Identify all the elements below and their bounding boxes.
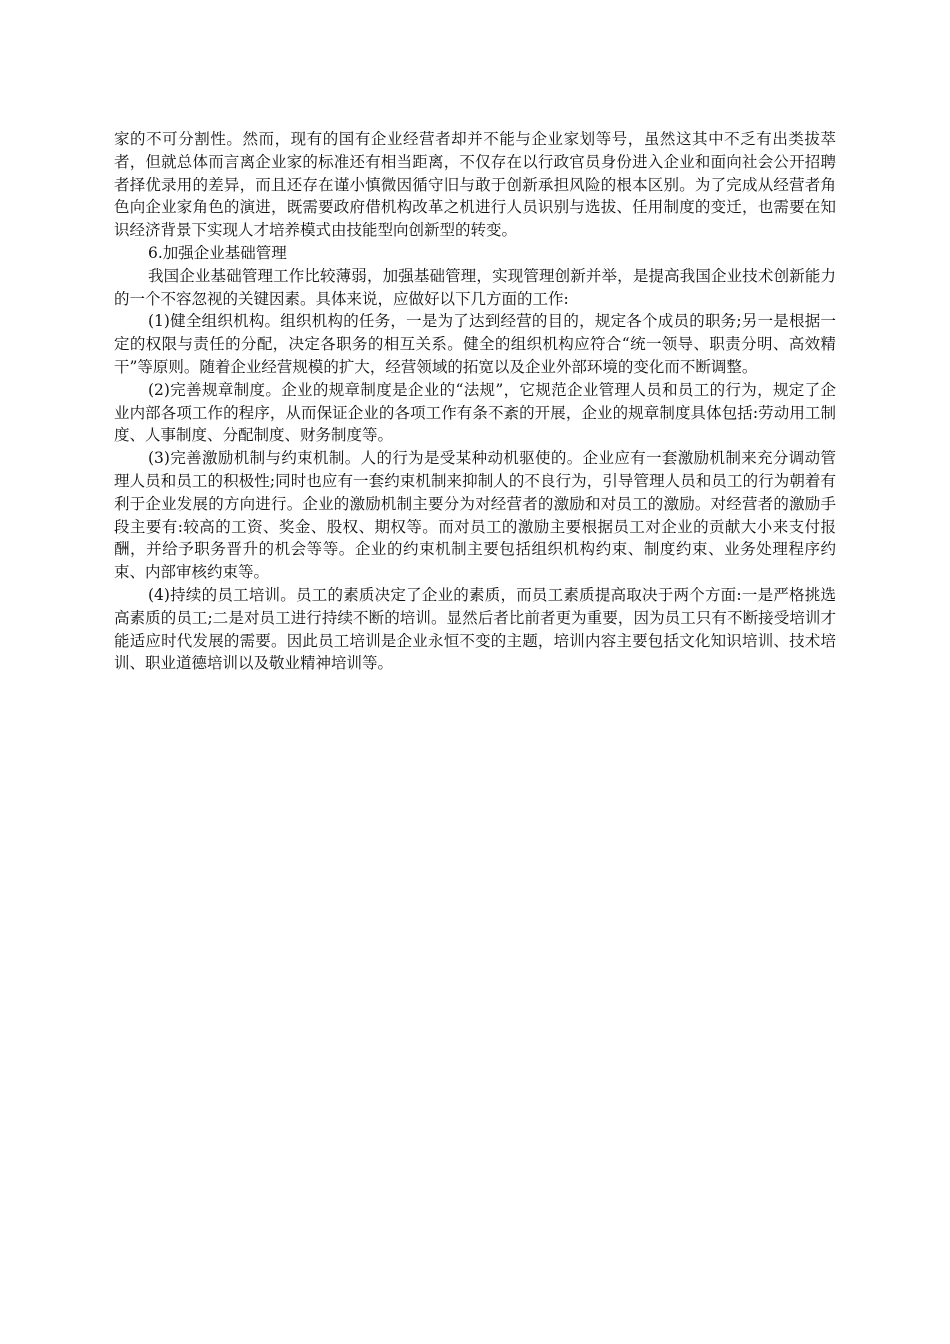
paragraph-item-3: (3)完善激励机制与约束机制。人的行为是受某种动机驱使的。企业应有一套激励机制来充分调动管理人员和员工的积极性;同时也应有一套约束机制来抑制人的不良行为，引导管理人员和员工的行为朝着有利于企业发展的方向进行。企业的激励机制主要分为对经营者的激励和对员工的激励。对经营者的激励手段主要有:较高的工资、奖金、股权、期权等。而对员工的激励主要根据员工对企业的贡献大小来支付报酬，并给予职务晋升的机会等等。企业的约束机制主要包括组织机构约束、制度约束、业务处理程序约束、内部审核约束等。 [114, 449, 836, 582]
paragraph-item-2: (2)完善规章制度。企业的规章制度是企业的“法规”，它规范企业管理人员和员工的行为，规定了企业内部各项工作的程序，从而保证企业的各项工作有条不紊的开展，企业的规章制度具体包括:劳动用工制度、人事制度、分配制度、财务制度等。 [114, 380, 836, 445]
paragraph-item-4: (4)持续的员工培训。员工的素质决定了企业的素质，而员工素质提高取决于两个方面:一是严格挑选高素质的员工;二是对员工进行持续不断的培训。显然后者比前者更为重要，因为员工只有不断接受培训才能适应时代发展的需要。因此员工培训是企业永恒不变的主题，培训内容主要包括文化知识培训、技术培训、职业道德培训以及敬业精神培训等。 [114, 585, 836, 673]
section-heading: 6.加强企业基础管理 [148, 243, 287, 262]
paragraph-intro: 我国企业基础管理工作比较薄弱，加强基础管理，实现管理创新并举，是提高我国企业技术创新能力的一个不容忽视的关键因素。具体来说，应做好以下几方面的工作: [114, 266, 836, 308]
paragraph-item-1: (1)健全组织机构。组织机构的任务，一是为了达到经营的目的，规定各个成员的职务;另一是根据一定的权限与责任的分配，决定各职务的相互关系。健全的组织机构应符合“统一领导、职责分明、高效精干”等原则。随着企业经营规模的扩大，经营领域的拓宽以及企业外部环境的变化而不断调整。 [114, 312, 836, 376]
document-body [114, 128, 836, 675]
paragraph-continuation: 家的不可分割性。然而，现有的国有企业经营者却并不能与企业家划等号，虽然这其中不乏有出类拔萃者，但就总体而言离企业家的标准还有相当距离，不仅存在以行政官员身份进入企业和面向社会公开招聘者择优录用的差异，而且还存在谨小慎微因循守旧与敢于创新承担风险的根本区别。为了完成从经营者角色向企业家角色的演进，既需要政府借机构改革之机进行人员识别与选拔、任用制度的变迁，也需要在知识经济背景下实现人才培养模式由技能型向创新型的转变。 [114, 130, 836, 240]
